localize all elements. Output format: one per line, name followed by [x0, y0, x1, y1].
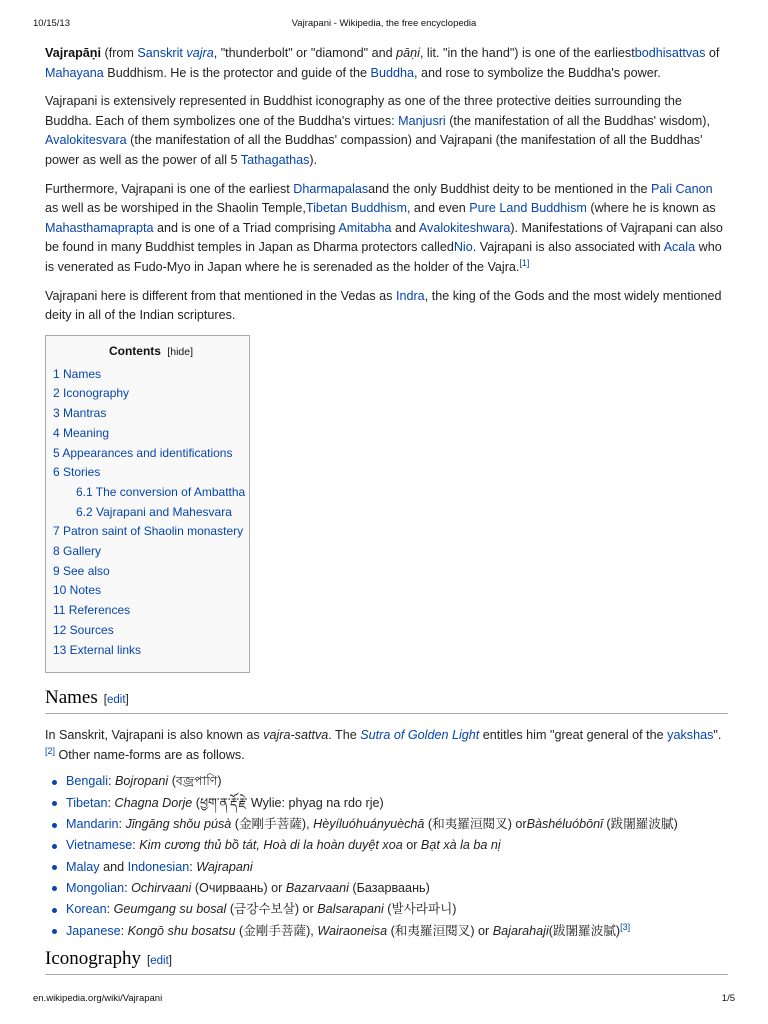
link-indra[interactable]: Indra [395, 288, 425, 303]
list-item-japanese: Japanese: Kongō shu bosatsu (金剛手菩薩), Wairaoneisa (和夷羅洹閱叉) or Bajarahaji(跋闍羅波膩)[3] [52, 921, 728, 942]
toc-item-sources[interactable]: 12 Sources [53, 622, 114, 637]
toc-list [53, 365, 249, 661]
link-mongolian[interactable]: Mongolian [66, 880, 125, 895]
dharmapala-paragraph: Furthermore, Vajrapani is one of the earliest Dharmapalasand the only Buddhist deity to be mentioned in the Pali Canon as well as be worshiped in the Shaolin Temple,Tibetan Buddhism, and even Pure Land Buddhism (where he is known as Mahasthamaprapta and is one of a Triad comprising Amitabha and Avalokiteshwara). Manifestations of Vajrapani can also be found in many Buddhist temples in Japan as Dharma protectors calledNio. Vajrapani is also associated with Acala who is venerated as Fudo-Myo in Japan where he is serenaded as the holder of the Vajra.[1] [45, 181, 723, 274]
iconography-summary-paragraph: Vajrapani is extensively represented in Buddhist iconography as one of the three protective deities surrounding the Buddha. Each of them symbolizes one of the Buddha's virtues: Manjusri (the manifestation of all the Buddhas' wisdom), Avalokitesvara (the manifestation of all the Buddhas' compassion) and Vajrapani (the manifestation of all the Buddhas' power as well as the power of all 5 Tathagathas). [45, 94, 710, 167]
names-heading-text: Names [45, 687, 98, 709]
link-pali-canon[interactable]: Pali Canon [651, 181, 713, 196]
toc-item-gallery[interactable]: 8 Gallery [53, 544, 102, 559]
print-header [33, 18, 735, 32]
toc-item-names[interactable]: 1 Names [53, 366, 102, 381]
toc-item-stories[interactable]: 6 Stories [53, 465, 101, 480]
iconography-edit-link[interactable]: edit [150, 954, 169, 967]
names-intro-paragraph: In Sanskrit, Vajrapani is also known as vajra-sattva. The Sutra of Golden Light entitles him "great general of the yakshas".[2] Other name-forms are as follows. [45, 728, 722, 762]
print-page-number: 1/5 [721, 993, 735, 1004]
link-mandarin[interactable]: Mandarin [66, 817, 119, 832]
print-footer [33, 993, 735, 1007]
link-tathagathas[interactable]: Tathagathas [240, 152, 310, 167]
link-sutra-of-golden-light[interactable]: Sutra of Golden Light [360, 728, 480, 743]
link-sanskrit[interactable]: Sanskrit [137, 46, 183, 60]
print-url: en.wikipedia.org/wiki/Vajrapani [33, 993, 163, 1004]
toc-hide-label[interactable]: [hide] [167, 345, 194, 358]
link-vajra[interactable]: vajra [186, 46, 214, 60]
toc-item-conversion-of-ambattha[interactable]: 6.1 The conversion of Ambattha [76, 484, 246, 499]
list-item-vietnamese: Vietnamese: Kim cương thủ bồ tát, Hoà di la hoàn duyệt xoa or Bạt xà la ba nị [52, 835, 728, 856]
iconography-heading-text: Iconography [45, 947, 142, 969]
reference-1[interactable]: [1] [519, 257, 530, 268]
print-date: 10/15/13 [33, 18, 70, 29]
iconography-heading [45, 948, 728, 975]
toc-item-see-also[interactable]: 9 See also [53, 563, 110, 578]
intro-paragraph: Vajrapāṇi (from Sanskrit vajra, "thunderbolt" or "diamond" and pāṇi, lit. "in the hand") is one of the earliestbodhisattvas of Mahayana Buddhism. He is the protector and guide of the Buddha, and rose to symbolize the Buddha's power. [45, 46, 720, 80]
list-item-mongolian: Mongolian: Ochirvaani (Очирваань) or Bazarvaani (Базарваань) [52, 878, 728, 899]
list-item-mandarin: Mandarin: Jīngāng shǒu púsà (金剛手菩薩), Hèyíluóhuányuèchā (和夷羅洹閱叉) orBàshéluóbōnī (跋闍羅波膩) [52, 814, 728, 835]
link-yakshas[interactable]: yakshas [667, 728, 714, 743]
article-term: Vajrapāṇi [45, 46, 102, 60]
link-japanese[interactable]: Japanese [66, 923, 121, 938]
list-item-tibetan: Tibetan: Chagna Dorje (ཕྱག་ན་རྡོ་རྗེ་ Wylie: phyag na rdo rje) [52, 793, 728, 814]
link-malay[interactable]: Malay [66, 859, 100, 874]
print-page-title: Vajrapani - Wikipedia, the free encyclopedia [291, 18, 477, 29]
link-bengali[interactable]: Bengali [66, 774, 109, 789]
link-indonesian[interactable]: Indonesian [127, 859, 190, 874]
table-of-contents [45, 335, 250, 674]
toc-item-external-links[interactable]: 13 External links [53, 642, 142, 657]
names-edit-link[interactable]: edit [106, 694, 126, 707]
toc-item-appearances[interactable]: 5 Appearances and identifications [53, 445, 233, 460]
toc-header [53, 344, 249, 358]
toc-item-references[interactable]: 11 References [53, 603, 131, 618]
link-mahayana[interactable]: Mahayana [45, 65, 104, 80]
toc-item-mantras[interactable]: 3 Mantras [53, 406, 107, 421]
link-pure-land-buddhism[interactable]: Pure Land Buddhism [469, 201, 587, 216]
link-mahasthamaprapta[interactable]: Mahasthamaprapta [45, 220, 154, 235]
link-avalokitesvara[interactable]: Avalokitesvara [45, 133, 127, 148]
list-item-malay: Malay and Indonesian: Wajrapani [52, 857, 728, 878]
toc-item-meaning[interactable]: 4 Meaning [53, 425, 110, 440]
list-item-korean: Korean: Geumgang su bosal (금강수보살) or Balsarapani (발사라파니) [52, 899, 728, 920]
link-acala[interactable]: Acala [663, 240, 696, 255]
iconography-edit: [edit] [147, 954, 172, 967]
toc-item-patron-saint[interactable]: 7 Patron saint of Shaolin monastery [53, 524, 244, 539]
link-vietnamese[interactable]: Vietnamese [66, 838, 133, 853]
link-amitabha[interactable]: Amitabha [338, 220, 392, 235]
names-heading [45, 687, 728, 714]
toc-item-iconography[interactable]: 2 Iconography [53, 386, 130, 401]
toc-item-vajrapani-and-mahesvara[interactable]: 6.2 Vajrapani and Mahesvara [76, 504, 232, 519]
link-dharmapalas[interactable]: Dharmapalas [293, 181, 369, 196]
link-manjusri[interactable]: Manjusri [398, 113, 446, 128]
link-bodhisattvas[interactable]: bodhisattvas [634, 46, 706, 60]
link-korean[interactable]: Korean [66, 902, 107, 917]
indra-paragraph: Vajrapani here is different from that mentioned in the Vedas as Indra, the king of the Gods and the most widely mentioned deity in all of the Indian scriptures. [45, 288, 722, 323]
article-content [45, 44, 728, 975]
link-buddha[interactable]: Buddha [370, 65, 414, 80]
toc-title: Contents [108, 343, 161, 358]
link-nio[interactable]: Nio [453, 240, 473, 255]
reference-2[interactable]: [2] [45, 745, 56, 756]
name-forms-list [45, 771, 728, 941]
names-edit: [edit] [103, 694, 129, 707]
link-tibetan-buddhism[interactable]: Tibetan Buddhism [305, 201, 407, 216]
toc-item-notes[interactable]: 10 Notes [53, 583, 102, 598]
link-avalokiteshwara[interactable]: Avalokiteshwara [418, 220, 511, 235]
reference-3[interactable]: [3] [620, 921, 631, 932]
link-tibetan[interactable]: Tibetan [66, 795, 108, 810]
toc-hide-toggle[interactable] [167, 346, 193, 358]
list-item-bengali: Bengali: Bojropani (বজ্রপাণি) [52, 771, 728, 792]
